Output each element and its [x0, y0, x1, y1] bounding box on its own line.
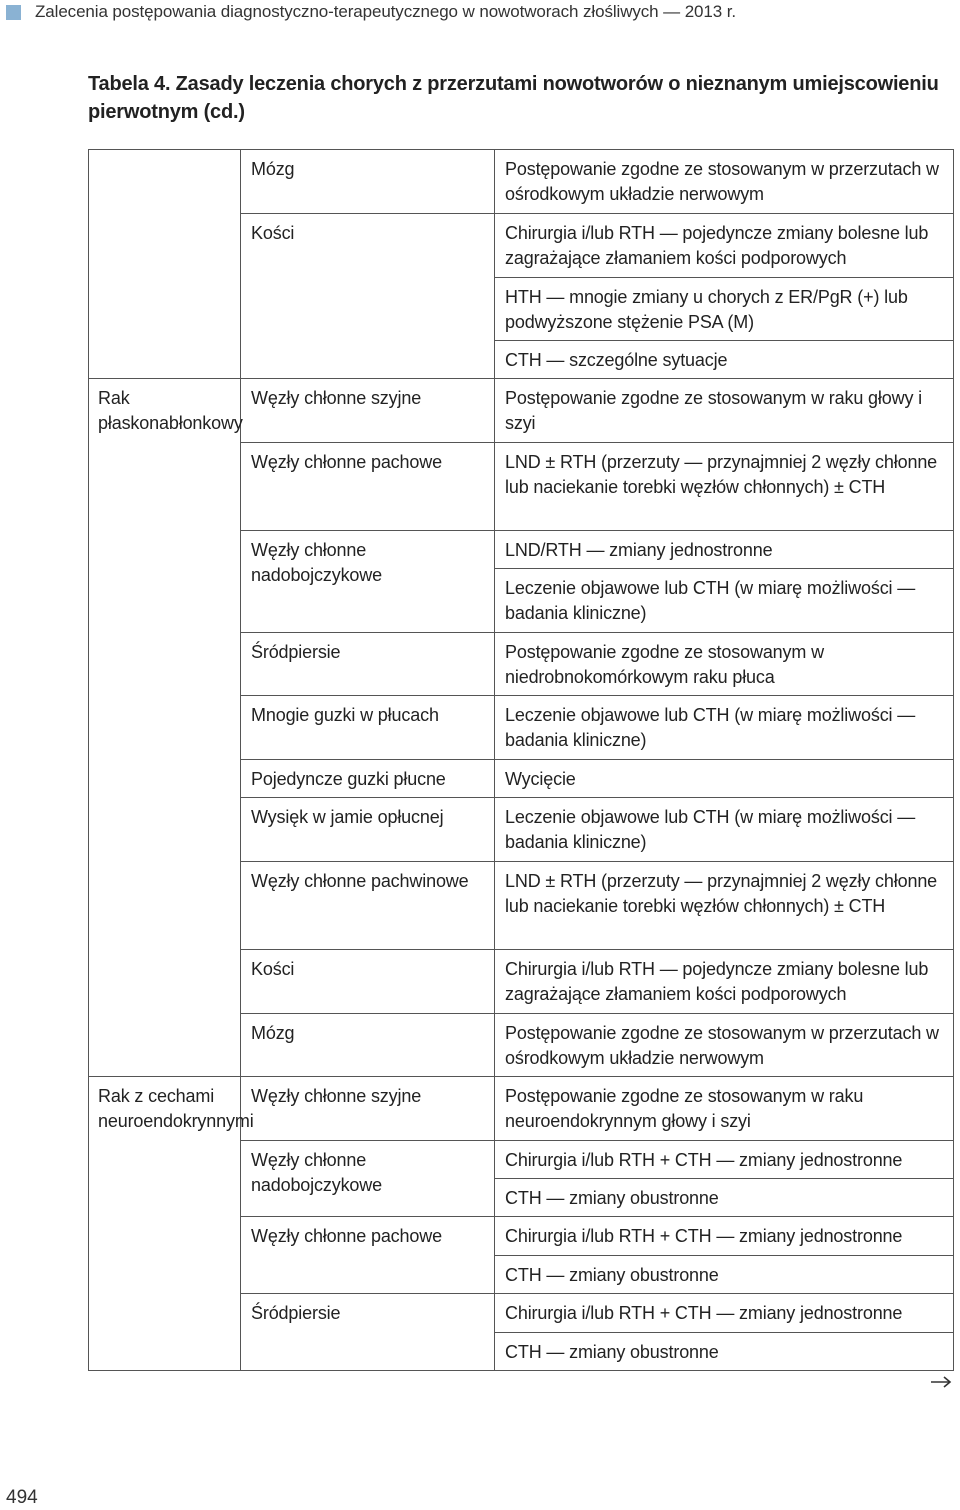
location-cell: Węzły chłonne nadobojczykowe — [241, 1141, 495, 1217]
treatment-cell: Chirurgia i/lub RTH — pojedyncze zmiany bolesne lub zagrażające złamaniem kości podporowych — [495, 214, 954, 278]
location-cell: Śródpiersie — [241, 1294, 495, 1371]
running-title: Zalecenia postępowania diagnostyczno-terapeutycznego w nowotworach złośliwych — 2013 r. — [35, 2, 736, 21]
location-cell: Węzły chłonne nadobojczykowe — [241, 531, 495, 633]
running-header — [6, 2, 736, 22]
location-cell: Kości — [241, 214, 495, 379]
treatment-cell: Leczenie objawowe lub CTH (w miarę możliwości — badania kliniczne) — [495, 798, 954, 862]
treatment-cell: Leczenie objawowe lub CTH (w miarę możliwości — badania kliniczne) — [495, 569, 954, 633]
location-cell: Węzły chłonne szyjne — [241, 1077, 495, 1141]
header-square-icon — [6, 5, 21, 20]
treatment-cell: LND/RTH — zmiany jednostronne — [495, 531, 954, 569]
treatment-cell: Postępowanie zgodne ze stosowanym w przerzutach w ośrodkowym układzie nerwowym — [495, 1014, 954, 1077]
tumor-type-cell-empty — [89, 150, 241, 379]
location-cell: Mózg — [241, 150, 495, 214]
table-row — [89, 379, 954, 443]
table-row — [89, 1077, 954, 1141]
tumor-type-cell: Rak z cechami neuroendokrynnymi — [89, 1077, 241, 1371]
right-arrow-icon — [930, 1372, 952, 1395]
treatment-cell: CTH — zmiany obustronne — [495, 1333, 954, 1371]
location-cell: Węzły chłonne pachwinowe — [241, 862, 495, 950]
location-cell: Mnogie guzki w płucach — [241, 696, 495, 760]
treatment-cell: Chirurgia i/lub RTH + CTH — zmiany jednostronne — [495, 1294, 954, 1333]
treatment-cell: LND ± RTH (przerzuty — przynajmniej 2 węzły chłonne lub naciekanie torebki węzłów chłonnych) ± CTH — [495, 443, 954, 531]
treatment-cell: Leczenie objawowe lub CTH (w miarę możliwości — badania kliniczne) — [495, 696, 954, 760]
treatment-cell: CTH — zmiany obustronne — [495, 1179, 954, 1217]
location-cell: Wysięk w jamie opłucnej — [241, 798, 495, 862]
tumor-type-cell: Rak płaskonabłonkowy — [89, 379, 241, 1077]
treatment-cell: HTH — mnogie zmiany u chorych z ER/PgR (+) lub podwyższone stężenie PSA (M) — [495, 278, 954, 341]
treatment-cell: LND ± RTH (przerzuty — przynajmniej 2 węzły chłonne lub naciekanie torebki węzłów chłonnych) ± CTH — [495, 862, 954, 950]
table-caption: Tabela 4. Zasady leczenia chorych z przerzutami nowotworów o nieznanym umiejscowieniu pierwotnym (cd.) — [88, 73, 939, 123]
location-cell: Węzły chłonne pachowe — [241, 443, 495, 531]
treatment-cell: Chirurgia i/lub RTH — pojedyncze zmiany bolesne lub zagrażające złamaniem kości podporowych — [495, 950, 954, 1014]
treatment-cell: Postępowanie zgodne ze stosowanym w przerzutach w ośrodkowym układzie nerwowym — [495, 150, 954, 214]
treatment-table — [88, 149, 954, 1371]
treatment-cell: Chirurgia i/lub RTH + CTH — zmiany jednostronne — [495, 1217, 954, 1256]
treatment-cell: CTH — szczególne sytuacje — [495, 341, 954, 379]
page-number: 494 — [6, 1487, 38, 1508]
treatment-cell: Postępowanie zgodne ze stosowanym w raku głowy i szyi — [495, 379, 954, 443]
treatment-cell: Chirurgia i/lub RTH + CTH — zmiany jednostronne — [495, 1141, 954, 1179]
location-cell: Węzły chłonne szyjne — [241, 379, 495, 443]
table-row — [89, 150, 954, 214]
location-cell: Kości — [241, 950, 495, 1014]
treatment-cell: Postępowanie zgodne ze stosowanym w niedrobnokomórkowym raku płuca — [495, 633, 954, 696]
location-cell: Pojedyncze guzki płucne — [241, 760, 495, 798]
location-cell: Śródpiersie — [241, 633, 495, 696]
location-cell: Mózg — [241, 1014, 495, 1077]
treatment-cell: CTH — zmiany obustronne — [495, 1256, 954, 1294]
treatment-cell: Postępowanie zgodne ze stosowanym w raku neuroendokrynnym głowy i szyi — [495, 1077, 954, 1141]
treatment-cell: Wycięcie — [495, 760, 954, 798]
location-cell: Węzły chłonne pachowe — [241, 1217, 495, 1294]
